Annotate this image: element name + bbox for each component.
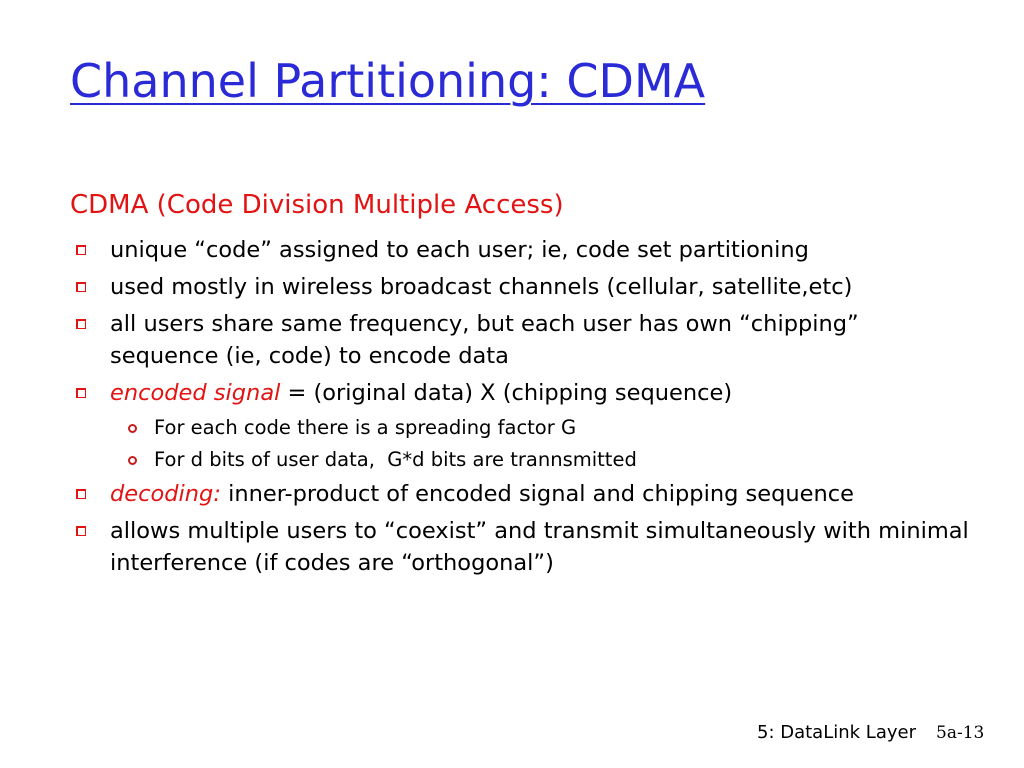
square-bullet-icon: [76, 388, 86, 398]
section-heading: CDMA (Code Division Multiple Access): [70, 190, 564, 220]
square-bullet-icon: [76, 245, 86, 255]
bullet-item: [70, 478, 970, 510]
bullet-item: [70, 377, 970, 409]
emphasis-term: decoding:: [110, 481, 221, 507]
bullet-item: [70, 515, 970, 579]
bullet-item: [70, 271, 970, 303]
footer-chapter: 5: DataLink Layer: [757, 722, 916, 743]
square-bullet-icon: [76, 489, 86, 499]
bullet-item: [70, 234, 970, 266]
slide-title: Channel Partitioning: CDMA: [70, 54, 706, 108]
bullet-item: [70, 308, 970, 372]
square-bullet-icon: [76, 282, 86, 292]
square-bullet-icon: [76, 526, 86, 536]
circle-bullet-icon: [128, 456, 137, 465]
bullet-list: [70, 234, 970, 584]
bullet-text: allows multiple users to “coexist” and transmit simultaneously with minimal interference (if codes are “orthogonal”): [110, 518, 969, 576]
bullet-text: used mostly in wireless broadcast channels (cellular, satellite,etc): [110, 274, 853, 300]
sub-bullet-text: For d bits of user data, G*d bits are trannsmitted: [154, 448, 637, 471]
circle-bullet-icon: [128, 424, 137, 433]
bullet-text: unique “code” assigned to each user; ie, code set partitioning: [110, 237, 809, 263]
bullet-text: = (original data) X (chipping sequence): [280, 380, 733, 406]
sub-bullet-item: [70, 446, 970, 474]
emphasis-term: encoded signal: [110, 380, 281, 406]
bullet-text: inner-product of encoded signal and chipping sequence: [220, 481, 854, 507]
square-bullet-icon: [76, 319, 86, 329]
sub-bullet-item: [70, 414, 970, 442]
page-number: 5a-13: [936, 723, 985, 743]
bullet-text: all users share same frequency, but each user has own “chipping” sequence (ie, code) to encode data: [110, 311, 859, 369]
sub-bullet-text: For each code there is a spreading factor G: [154, 416, 577, 439]
